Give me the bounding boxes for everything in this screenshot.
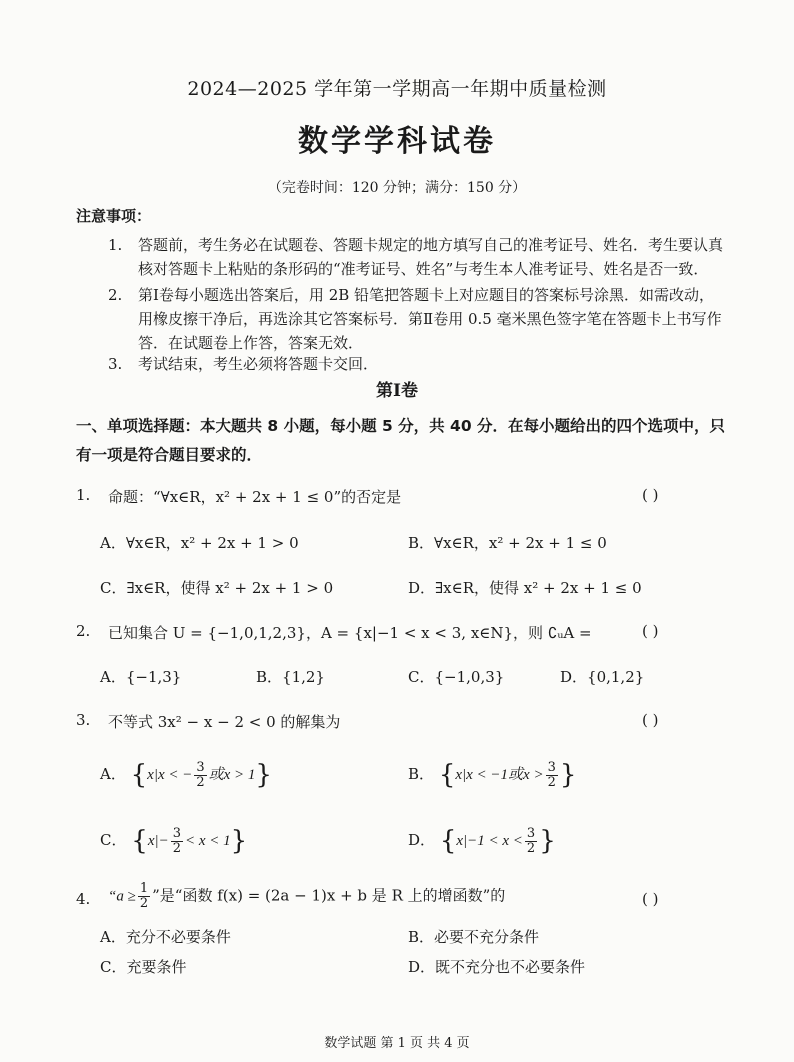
note-item-2 xyxy=(108,283,724,355)
set-expression-tail: < x < 1 xyxy=(185,833,231,849)
q3-option-c xyxy=(100,826,247,856)
note-text: 第Ⅰ卷每小题选出答案后，用 2B 铅笔把答题卡上对应题目的答案标号涂黑．如需改动，用橡皮擦干净后，再选涂其它答案标号．第Ⅱ卷用 0.5 毫米黑色签字笔在答题卡上书写作答．在试题卷上作答，答案无效． xyxy=(138,286,722,352)
numerator: 3 xyxy=(196,759,205,775)
set-expression: x|x < −1或x > xyxy=(455,767,544,783)
right-brace-icon: } xyxy=(559,760,577,790)
q1-number: 1. xyxy=(76,486,91,504)
right-brace-icon: } xyxy=(255,760,272,790)
fraction xyxy=(138,882,150,911)
fraction xyxy=(171,827,183,856)
numerator: 3 xyxy=(526,825,536,841)
exam-top-title: 2024—2025 学年第一学期高一年期中质量检测 xyxy=(187,78,607,100)
exam-main-title: 数学学科试卷 xyxy=(298,124,496,159)
q3-option-a xyxy=(100,760,272,790)
set-expression: x|−1 < x < xyxy=(456,833,523,849)
set-expression: x|x < − xyxy=(147,767,193,783)
q3-number: 3. xyxy=(76,711,91,729)
note-number: 3. xyxy=(108,355,123,373)
fraction xyxy=(525,827,537,856)
q2-option-a: A．{−1,3} xyxy=(100,668,182,686)
q4-answer-paren: ( ) xyxy=(642,890,659,908)
page-footer: 数学试题 第 1 页 共 4 页 xyxy=(324,1036,470,1051)
note-item-1 xyxy=(108,233,724,281)
left-brace-icon: { xyxy=(130,760,148,790)
q4-number: 4. xyxy=(76,890,91,908)
q4-option-c: C．充要条件 xyxy=(100,958,187,976)
right-brace-icon: } xyxy=(230,826,248,856)
numerator: 3 xyxy=(547,759,556,775)
q3-stem: 不等式 3x² − x − 2 < 0 的解集为 xyxy=(108,713,341,731)
numerator: 1 xyxy=(139,881,149,896)
fraction xyxy=(194,761,206,790)
set-expression-tail: 或x > 1 xyxy=(208,767,256,783)
exam-time-info: （完卷时间：120 分钟；满分：150 分） xyxy=(267,180,527,196)
denominator: 2 xyxy=(139,896,149,911)
option-label: B． xyxy=(408,765,435,783)
q3-option-d xyxy=(408,826,556,856)
q2-number: 2. xyxy=(76,622,91,640)
numerator: 3 xyxy=(172,825,181,841)
q4-option-b: B．必要不充分条件 xyxy=(408,928,540,946)
q4-stem-tail: ”是“函数 f(x) = (2a − 1)x + b 是 R 上的增函数”的 xyxy=(152,886,506,905)
note-item-3 xyxy=(108,352,724,376)
part-heading: 一、单项选择题：本大题共 8 小题，每小题 5 分，共 40 分．在每小题给出的四个选项中，只有一项是符合题目要求的． xyxy=(76,417,726,464)
left-brace-icon: { xyxy=(131,826,148,856)
q2-option-d: D．{0,1,2} xyxy=(560,668,645,686)
q4-stem-head: “a ≥ xyxy=(108,888,136,905)
q1-option-b: B．∀x∈R，x² + 2x + 1 ≤ 0 xyxy=(408,534,607,552)
q2-option-b: B．{1,2} xyxy=(256,668,325,686)
option-label: A． xyxy=(100,765,126,783)
q3-option-b xyxy=(408,760,576,790)
q1-option-c: C．∃x∈R，使得 x² + 2x + 1 > 0 xyxy=(100,579,334,597)
note-text: 答题前，考生务必在试题卷、答题卡规定的地方填写自己的准考证号、姓名．考生要认真核对答题卡上粘贴的条形码的“准考证号、姓名”与考生本人准考证号、姓名是否一致． xyxy=(138,236,724,278)
q1-option-a: A．∀x∈R，x² + 2x + 1 > 0 xyxy=(100,534,299,552)
note-number: 2. xyxy=(108,286,123,304)
q1-stem: 命题：“∀x∈R，x² + 2x + 1 ≤ 0”的否定是 xyxy=(108,488,402,506)
left-brace-icon: { xyxy=(439,826,457,856)
right-brace-icon: } xyxy=(539,826,556,856)
notes-title: 注意事项： xyxy=(76,207,152,225)
section-title: 第Ⅰ卷 xyxy=(376,381,418,401)
q1-option-d: D．∃x∈R，使得 x² + 2x + 1 ≤ 0 xyxy=(408,579,642,597)
q2-stem: 已知集合 U = {−1,0,1,2,3}，A = {x|−1 < x < 3, x∈N}，则 ∁ᵤA = xyxy=(108,624,592,642)
fraction xyxy=(546,761,558,790)
option-label: D． xyxy=(408,831,436,849)
q4-option-a: A．充分不必要条件 xyxy=(100,928,231,946)
note-text: 考试结束，考生必须将答题卡交回． xyxy=(138,355,379,373)
q2-option-c: C．{−1,0,3} xyxy=(408,668,505,686)
q3-answer-paren: ( ) xyxy=(642,711,659,729)
q1-answer-paren: ( ) xyxy=(642,486,659,504)
option-label: C． xyxy=(100,831,127,849)
denominator: 2 xyxy=(196,774,205,790)
denominator: 2 xyxy=(547,774,556,790)
denominator: 2 xyxy=(526,840,536,856)
set-expression: x|− xyxy=(147,833,169,849)
q4-option-d: D．既不充分也不必要条件 xyxy=(408,958,586,976)
note-number: 1. xyxy=(108,236,123,254)
left-brace-icon: { xyxy=(438,760,456,790)
q4-stem xyxy=(108,882,505,911)
denominator: 2 xyxy=(172,840,181,856)
q2-answer-paren: ( ) xyxy=(642,622,659,640)
